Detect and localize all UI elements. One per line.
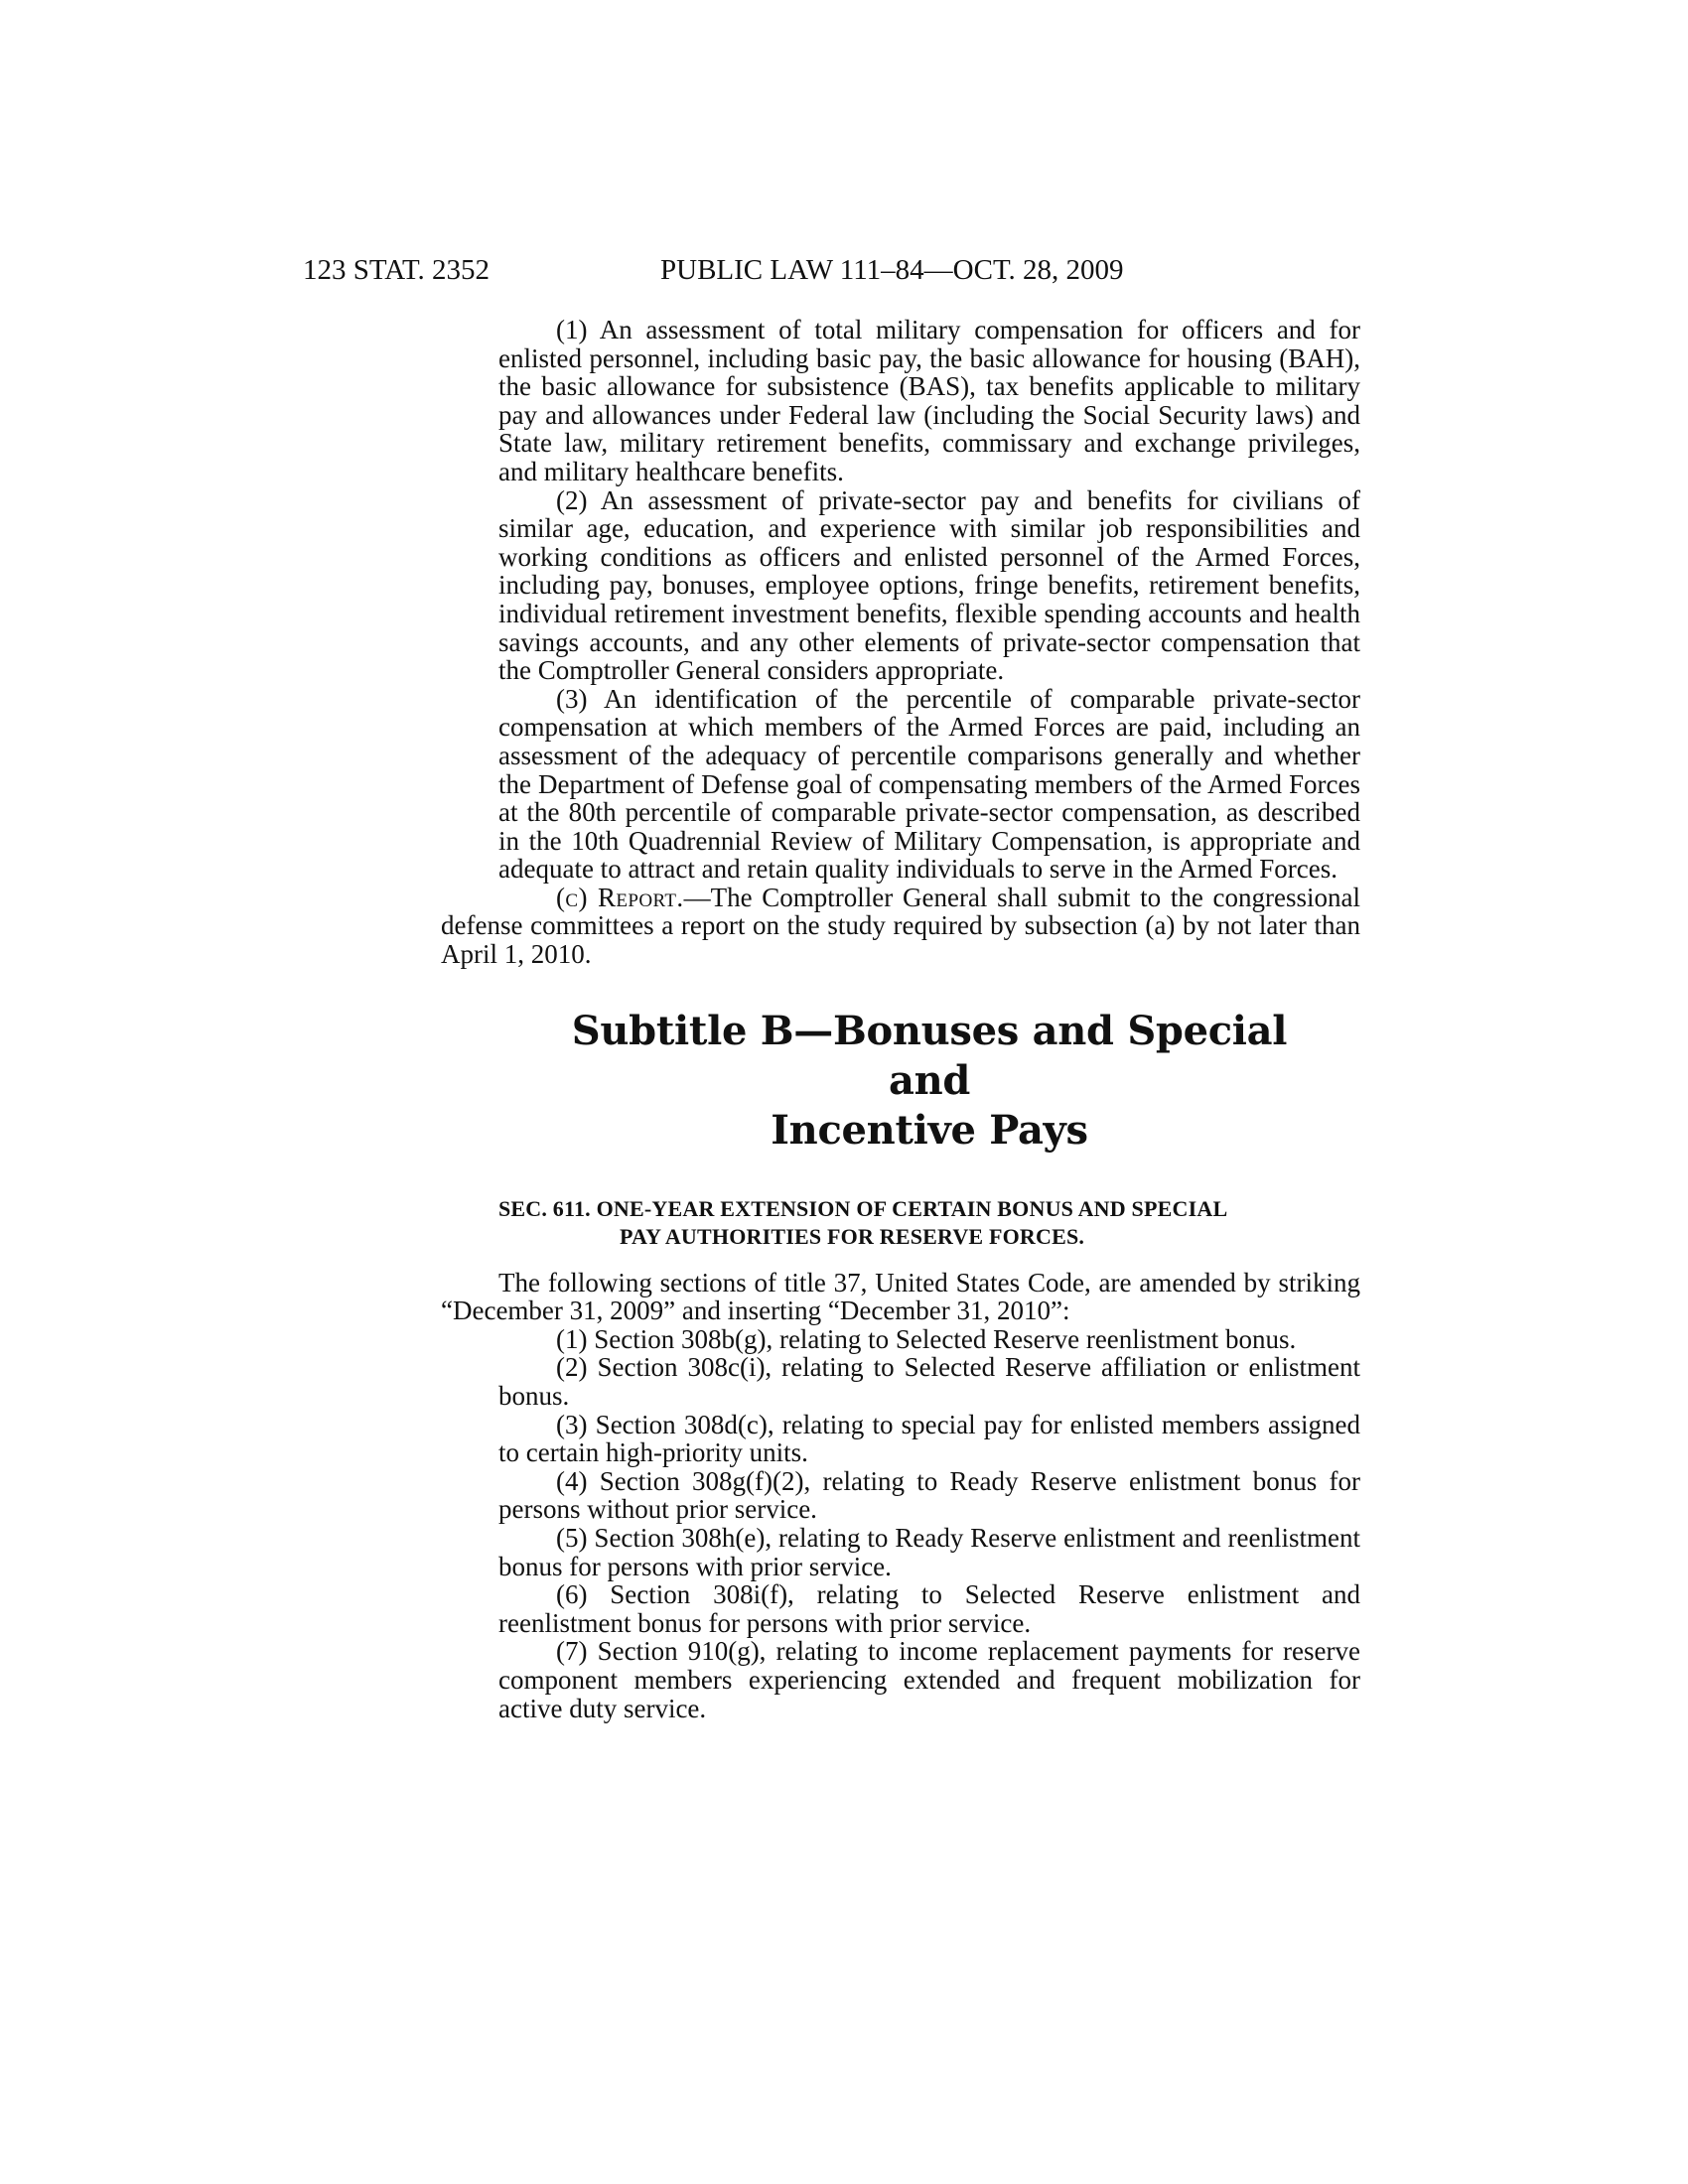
section-item-5: (5) Section 308h(e), relating to Ready Reserve enlistment and reenlistment bonus for persons with prior service. [498, 1523, 1360, 1581]
study-item-1: (1) An assessment of total military compensation for officers and for enlisted personnel, including basic pay, the basic allowance for housing (BAH), the basic allowance for subsistence (BAS), tax benefits applicable to military pay and allowances under Federal law (including the Social Security laws) and State law, military retirement benefits, commissary and exchange privileges, and military healthcare benefits. [498, 315, 1360, 486]
subtitle-line-2: Incentive Pays [771, 1106, 1088, 1154]
study-item-3: (3) An identification of the percentile of comparable private-sector compensation at which members of the Armed Forces are paid, including an assessment of the adequacy of percentile comparisons generally and whether the Department of Defense goal of compensating members of the Armed Forces at the 80th percentile of comparable private-sector compensation, as described in the 10th Quadrennial Review of Military Compensation, is appropriate and adequate to attract and retain quality individuals to serve in the Armed Forces. [498, 683, 1360, 885]
report-text: —The Comptroller General shall submit to the congressional defense committees a report on the study required by subsection (a) by not later than April 1, 2010. [441, 882, 1360, 970]
statute-page-number: 123 STAT. 2352 [303, 254, 491, 286]
section-title-line-1: ONE-YEAR EXTENSION OF CERTAIN BONUS AND SPECIAL [596, 1195, 1228, 1221]
section-item-4: (4) Section 308g(f)(2), relating to Ready Reserve enlistment bonus for persons without prior service. [498, 1465, 1360, 1525]
running-head-public-law: PUBLIC LAW 111–84—OCT. 28, 2009 [660, 254, 1124, 286]
section-item-7: (7) Section 910(g), relating to income replacement payments for reserve component members experiencing extended and frequent mobilization for active duty service. [498, 1636, 1360, 1723]
study-item-2: (2) An assessment of private-sector pay and benefits for civilians of similar age, education, and experience with similar job responsibilities and working conditions as officers and enlisted personnel of the Armed Forces, including pay, bonuses, employee options, fringe benefits, retirement benefits, individual retirement investment benefits, flexible spending accounts and health savings accounts, and any other elements of private-sector compensation that the Comptroller General considers appropriate. [498, 484, 1360, 686]
section-intro: The following sections of title 37, United States Code, are amended by striking “December 31, 2009” and inserting “December 31, 2010”: [441, 1267, 1360, 1326]
subtitle-heading [498, 1007, 1360, 1156]
section-title-line-2: PAY AUTHORITIES FOR RESERVE FORCES. [620, 1223, 1085, 1249]
section-item-1: (1) Section 308b(g), relating to Selected Reserve reenlistment bonus. [556, 1323, 1297, 1354]
section-number: SEC. 611. [498, 1195, 591, 1221]
report-label [556, 883, 684, 912]
section-heading [498, 1195, 1360, 1251]
section-item-3: (3) Section 308d(c), relating to special pay for enlisted members assigned to certain high-priority units. [498, 1409, 1360, 1468]
page-body [441, 315, 1360, 1723]
report-paragraph [441, 884, 1360, 969]
section-item-2: (2) Section 308c(i), relating to Selected Reserve affiliation or enlistment bonus. [498, 1352, 1360, 1412]
report-label-text: (c) Report. [556, 882, 684, 912]
section-item-6: (6) Section 308i(f), relating to Selected Reserve enlistment and reenlistment bonus for persons with prior service. [498, 1579, 1360, 1638]
page-header [303, 250, 1360, 290]
subtitle-line-1: Subtitle B—Bonuses and Special and [571, 1007, 1288, 1104]
